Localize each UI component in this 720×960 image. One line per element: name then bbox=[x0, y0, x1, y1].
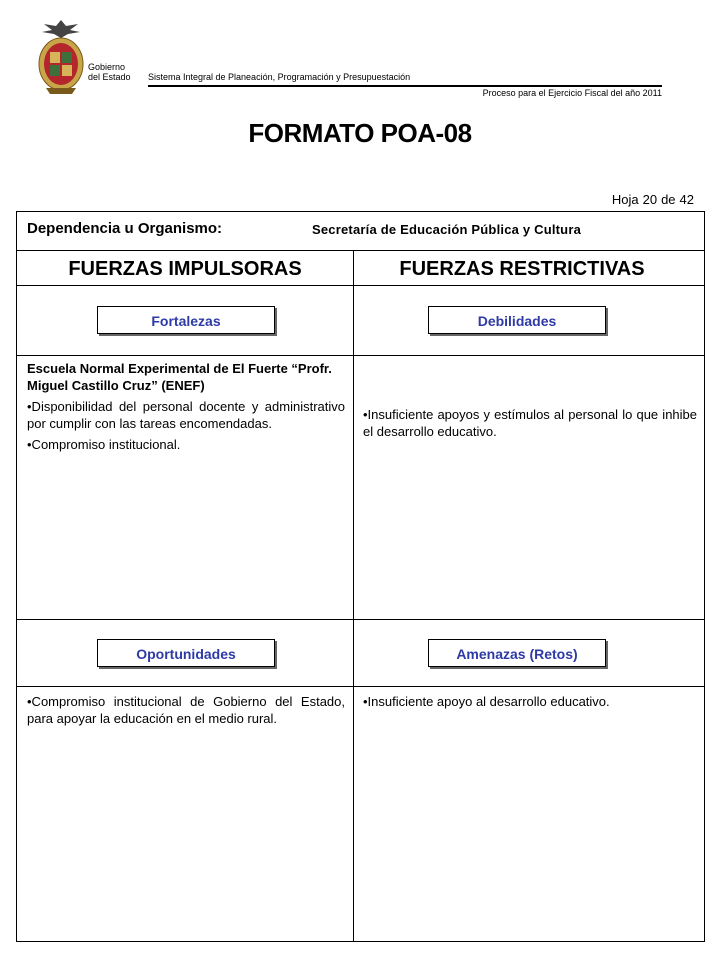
list-item: •Compromiso institucional. bbox=[27, 437, 181, 452]
restraining-forces-header: FUERZAS RESTRICTIVAS bbox=[399, 258, 645, 280]
fiscal-year-label: Proceso para el Ejercicio Fiscal del año 2011 bbox=[482, 88, 662, 98]
weaknesses-content bbox=[363, 406, 697, 444]
strengths-content bbox=[27, 360, 345, 457]
driving-forces-header: FUERZAS IMPULSORAS bbox=[68, 258, 302, 280]
government-label: Gobierno del Estado bbox=[88, 62, 131, 82]
threats-label: Amenazas (Retos) bbox=[428, 639, 606, 667]
row-divider bbox=[17, 285, 704, 286]
row-divider bbox=[17, 619, 704, 620]
sheet-number: Hoja 20 de 42 bbox=[611, 192, 694, 207]
row-divider bbox=[17, 686, 704, 687]
list-item: •Insuficiente apoyos y estímulos al personal lo que inhibe el desarrollo educativo. bbox=[363, 407, 697, 439]
opportunities-content bbox=[27, 693, 345, 731]
row-divider bbox=[17, 355, 704, 356]
dependency-label: Dependencia u Organismo: bbox=[27, 220, 223, 237]
dependency-value: Secretaría de Educación Pública y Cultura bbox=[312, 222, 582, 237]
institution-name: Escuela Normal Experimental de El Fuerte “Profr. Miguel Castillo Cruz” (ENEF) bbox=[27, 361, 332, 393]
opportunities-label: Oportunidades bbox=[97, 639, 275, 667]
list-item: •Compromiso institucional de Gobierno del Estado, para apoyar la educación en el medio rural. bbox=[27, 694, 345, 726]
state-crest-icon bbox=[36, 18, 86, 96]
page-title: FORMATO POA-08 bbox=[248, 118, 472, 148]
header-divider bbox=[148, 85, 662, 87]
strengths-label: Fortalezas bbox=[97, 306, 275, 334]
weaknesses-label: Debilidades bbox=[428, 306, 606, 334]
system-name: Sistema Integral de Planeación, Programación y Presupuestación bbox=[148, 72, 411, 82]
list-item: •Insuficiente apoyo al desarrollo educativo. bbox=[363, 694, 610, 709]
swot-table bbox=[16, 211, 705, 942]
threats-content bbox=[363, 693, 697, 714]
column-divider bbox=[353, 250, 354, 941]
list-item: •Disponibilidad del personal docente y administrativo por cumplir con las tareas encomendadas. bbox=[27, 399, 345, 431]
